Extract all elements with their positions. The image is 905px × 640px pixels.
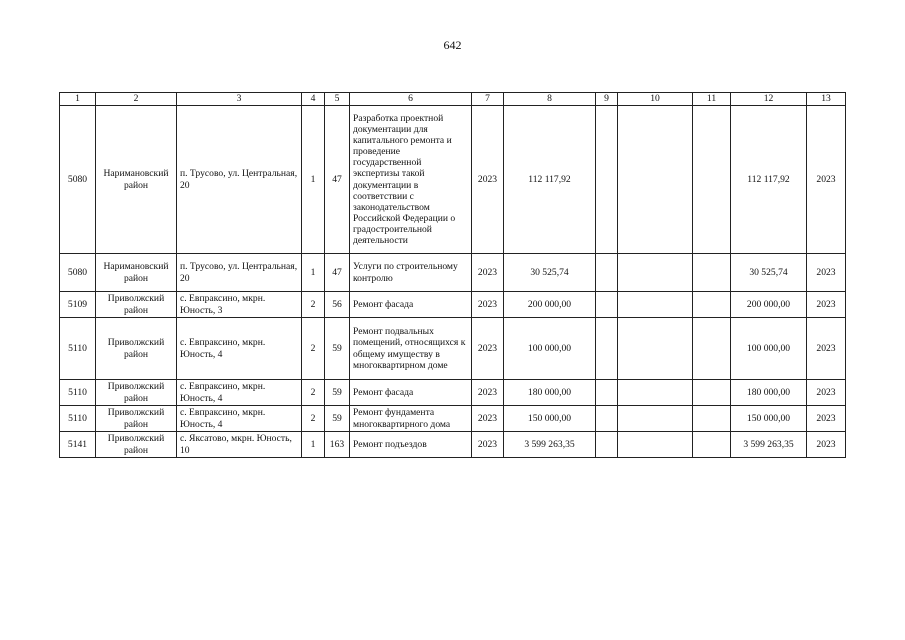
year-cell: 2023 (472, 106, 504, 254)
col4-cell: 2 (302, 318, 325, 380)
total-cell: 150 000,00 (731, 406, 807, 432)
cost-cell: 200 000,00 (504, 292, 596, 318)
col4-cell: 1 (302, 432, 325, 458)
col10-cell (618, 106, 693, 254)
table-row (60, 432, 846, 458)
header-cell: 9 (596, 93, 618, 106)
col9-cell (596, 254, 618, 292)
district-cell: Приволжский район (96, 406, 177, 432)
year-cell: 2023 (472, 254, 504, 292)
col9-cell (596, 432, 618, 458)
cost-cell: 112 117,92 (504, 106, 596, 254)
row-id: 5109 (60, 292, 96, 318)
table-row (60, 380, 846, 406)
header-cell: 7 (472, 93, 504, 106)
col5-cell: 59 (325, 318, 350, 380)
header-cell: 10 (618, 93, 693, 106)
district-cell: Приволжский район (96, 380, 177, 406)
end-year-cell: 2023 (807, 406, 846, 432)
col11-cell (693, 380, 731, 406)
work-type-cell: Разработка проектной документации для капитального ремонта и проведение государственной экспертизы такой документации в соответствии с законодательством Российской Федерации о градостроительной деятельности (350, 106, 472, 254)
col10-cell (618, 380, 693, 406)
header-cell: 12 (731, 93, 807, 106)
total-cell: 3 599 263,35 (731, 432, 807, 458)
col11-cell (693, 432, 731, 458)
col9-cell (596, 406, 618, 432)
col9-cell (596, 380, 618, 406)
row-id: 5080 (60, 254, 96, 292)
col10-cell (618, 254, 693, 292)
col5-cell: 47 (325, 106, 350, 254)
address-cell: с. Евпраксино, мкрн. Юность, 3 (177, 292, 302, 318)
header-cell: 5 (325, 93, 350, 106)
district-cell: Наримановский район (96, 254, 177, 292)
cost-cell: 100 000,00 (504, 318, 596, 380)
col4-cell: 2 (302, 380, 325, 406)
table-row (60, 292, 846, 318)
header-cell: 3 (177, 93, 302, 106)
cost-cell: 3 599 263,35 (504, 432, 596, 458)
total-cell: 100 000,00 (731, 318, 807, 380)
year-cell: 2023 (472, 380, 504, 406)
col11-cell (693, 254, 731, 292)
col5-cell: 47 (325, 254, 350, 292)
col11-cell (693, 318, 731, 380)
col4-cell: 2 (302, 292, 325, 318)
table-row (60, 106, 846, 254)
work-type-cell: Ремонт фундамента многоквартирного дома (350, 406, 472, 432)
row-id: 5110 (60, 318, 96, 380)
table-row (60, 406, 846, 432)
header-cell: 1 (60, 93, 96, 106)
header-cell: 13 (807, 93, 846, 106)
col11-cell (693, 406, 731, 432)
address-cell: с. Евпраксино, мкрн. Юность, 4 (177, 406, 302, 432)
total-cell: 200 000,00 (731, 292, 807, 318)
header-cell: 11 (693, 93, 731, 106)
col4-cell: 2 (302, 406, 325, 432)
col9-cell (596, 318, 618, 380)
total-cell: 30 525,74 (731, 254, 807, 292)
end-year-cell: 2023 (807, 106, 846, 254)
work-type-cell: Услуги по строительному контролю (350, 254, 472, 292)
col5-cell: 59 (325, 406, 350, 432)
address-cell: с. Евпраксино, мкрн. Юность, 4 (177, 380, 302, 406)
col5-cell: 56 (325, 292, 350, 318)
end-year-cell: 2023 (807, 380, 846, 406)
work-type-cell: Ремонт фасада (350, 380, 472, 406)
col9-cell (596, 106, 618, 254)
repair-program-table (59, 92, 846, 458)
year-cell: 2023 (472, 318, 504, 380)
col4-cell: 1 (302, 254, 325, 292)
col5-cell: 59 (325, 380, 350, 406)
total-cell: 112 117,92 (731, 106, 807, 254)
year-cell: 2023 (472, 292, 504, 318)
work-type-cell: Ремонт подъездов (350, 432, 472, 458)
work-type-cell: Ремонт подвальных помещений, относящихся к общему имуществу в многоквартирном доме (350, 318, 472, 380)
header-cell: 2 (96, 93, 177, 106)
end-year-cell: 2023 (807, 318, 846, 380)
col10-cell (618, 318, 693, 380)
col10-cell (618, 406, 693, 432)
district-cell: Приволжский район (96, 318, 177, 380)
row-id: 5110 (60, 380, 96, 406)
row-id: 5141 (60, 432, 96, 458)
year-cell: 2023 (472, 432, 504, 458)
col10-cell (618, 292, 693, 318)
col11-cell (693, 292, 731, 318)
cost-cell: 30 525,74 (504, 254, 596, 292)
work-type-cell: Ремонт фасада (350, 292, 472, 318)
header-cell: 4 (302, 93, 325, 106)
col9-cell (596, 292, 618, 318)
year-cell: 2023 (472, 406, 504, 432)
address-cell: п. Трусово, ул. Центральная, 20 (177, 254, 302, 292)
address-cell: с. Яксатово, мкрн. Юность, 10 (177, 432, 302, 458)
cost-cell: 150 000,00 (504, 406, 596, 432)
total-cell: 180 000,00 (731, 380, 807, 406)
address-cell: п. Трусово, ул. Центральная, 20 (177, 106, 302, 254)
row-id: 5110 (60, 406, 96, 432)
cost-cell: 180 000,00 (504, 380, 596, 406)
col10-cell (618, 432, 693, 458)
page-number: 642 (443, 38, 462, 52)
end-year-cell: 2023 (807, 432, 846, 458)
col4-cell: 1 (302, 106, 325, 254)
header-cell: 6 (350, 93, 472, 106)
col5-cell: 163 (325, 432, 350, 458)
district-cell: Приволжский район (96, 292, 177, 318)
header-cell: 8 (504, 93, 596, 106)
district-cell: Приволжский район (96, 432, 177, 458)
row-id: 5080 (60, 106, 96, 254)
table-row (60, 318, 846, 380)
col11-cell (693, 106, 731, 254)
end-year-cell: 2023 (807, 292, 846, 318)
column-number-row (60, 93, 846, 106)
table-row (60, 254, 846, 292)
end-year-cell: 2023 (807, 254, 846, 292)
district-cell: Наримановский район (96, 106, 177, 254)
address-cell: с. Евпраксино, мкрн. Юность, 4 (177, 318, 302, 380)
